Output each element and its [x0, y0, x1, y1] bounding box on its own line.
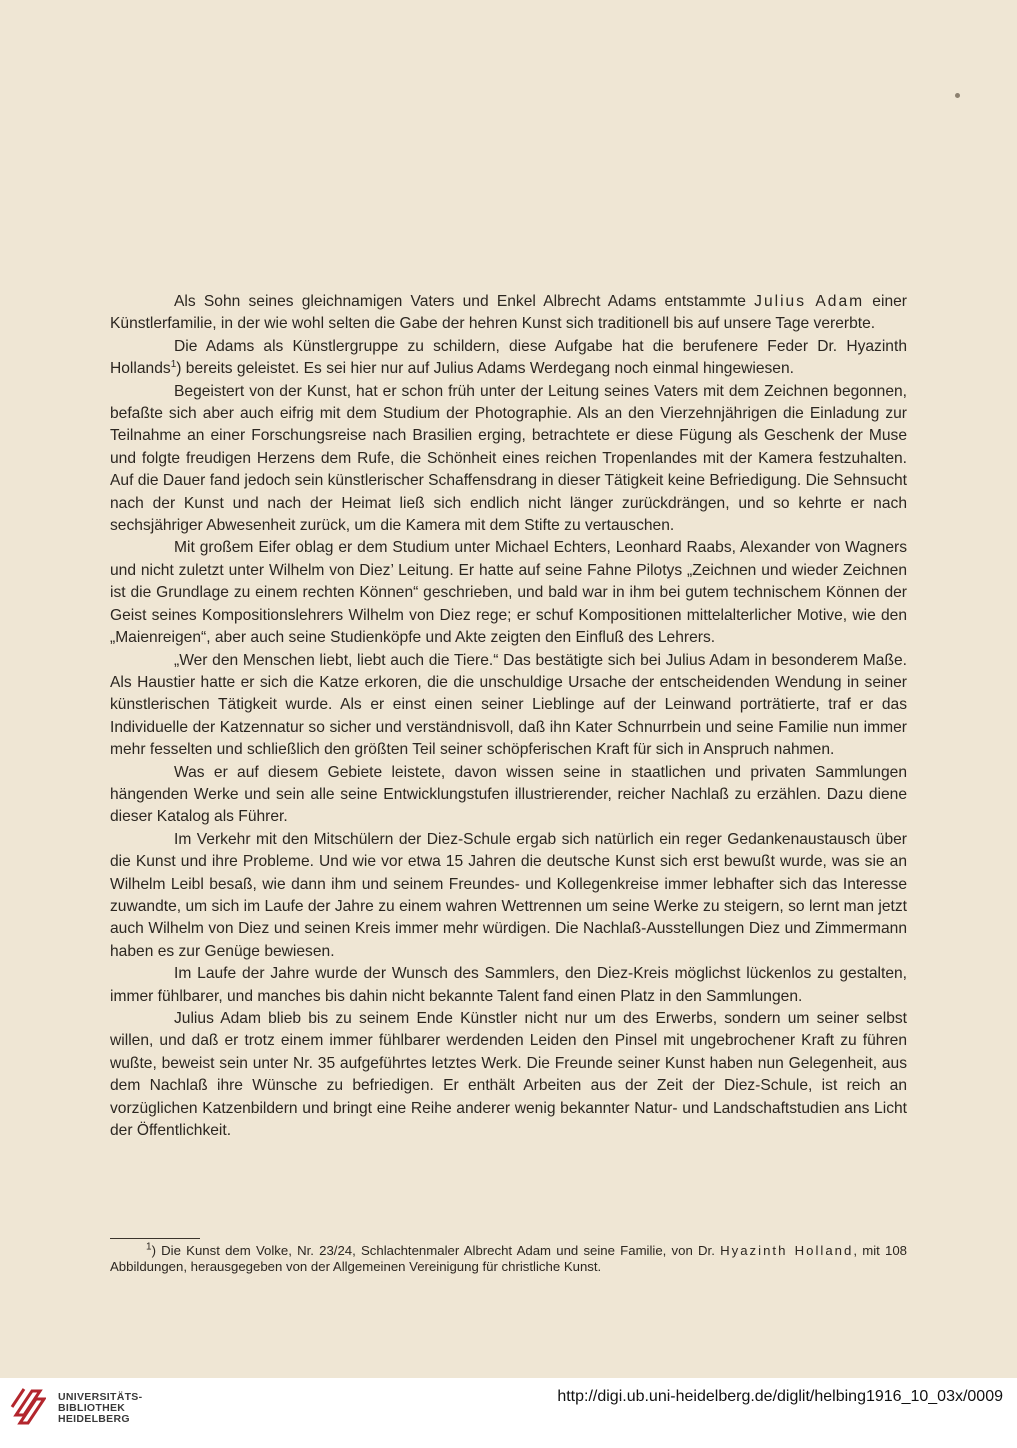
paragraph-8: Im Laufe der Jahre wurde der Wunsch des Sammlers, den Diez-Kreis möglichst lückenlos zu gestalten, immer fühlbarer, und manches bis dahin nicht bekannte Talent fand einen Platz in den Sammlungen. — [110, 965, 907, 1005]
paragraph-6: Was er auf diesem Gebiete leistete, davon wissen seine in staatlichen und privaten Sammlungen hängenden Werke und sein alle seine Entwicklungstufen illustrierender, reicher Nachlaß zu erzählen. Dazu diene dieser Katalog als Führer. — [110, 763, 907, 826]
footnote-reference: 1 — [170, 359, 177, 371]
paragraph-5: „Wer den Menschen liebt, liebt auch die Tiere.“ Das bestätigte sich bei Julius Adam in besonderem Maße. Als Haustier hatte er sich die Katze erkoren, die die unschuldige Ursache der entscheidenden Wendung in seiner künstlerischen Tätigkeit wurde. Als er einst einen seiner Lieblinge auf der Leinwand porträtierte, traf er das Individuelle der Katzennatur so sicher und verständnisvoll, daß ihn Kater Schnurrbein und seine Familie nun immer mehr fesselten und schließlich den größten Teil seiner schöpferischen Kraft für sich in Anspruch nahmen. — [110, 651, 907, 759]
paragraph-3: Begeistert von der Kunst, hat er schon früh unter der Leitung seines Vaters mit dem Zeichnen begonnen, befaßte sich aber auch eifrig mit dem Studium der Photographie. Als an den Vierzehnjährigen die Einladung zur Teilnahme an einer Forschungsreise nach Brasilien erging, betrachtete er diese Fügung als Geschenk der Muse und folgte freudigen Herzens dem Rufe, die Schönheit eines reichen Tropenlandes mit der Kamera festzuhalten. Auf die Dauer fand jedoch sein künstlerischer Schaffensdrang in dieser Tätigkeit keine Befriedigung. Die Sehnsucht nach der Kunst und nach der Heimat ließ sich endlich nicht länger zurückdrängen, und so kehrte er nach sechsjähriger Abwesenheit zurück, um die Kamera mit dem Stifte zu vertauschen. — [110, 382, 907, 535]
paragraph-2: Die Adams als Künstlergruppe zu schildern, diese Aufgabe hat die berufenere Feder Dr. Hyazinth Hollands$^1$) bereits geleistet. Es sei hier nur auf Julius Adams Werdegang noch einmal hingewiesen. — [110, 337, 907, 378]
library-logo-icon[interactable] — [10, 1385, 46, 1429]
main-text — [110, 291, 907, 1142]
paragraph-1: Als Sohn seines gleichnamigen Vaters und Enkel Albrecht Adams entstammte Julius Adam einer Künstlerfamilie, in der wie wohl selten die Gabe der hehren Kunst sich traditionell bis auf unsere Tage vererbte. — [110, 293, 907, 333]
footnote: $^1$) Die Kunst dem Volke, Nr. 23/24, Schlachtenmaler Albrecht Adam und seine Familie, von Dr. Hyazinth Holland, mit 108 Abbildungen, herausgegeben von der Allgemeinen Vereinigung für christliche Kunst. — [110, 1241, 908, 1274]
paper-speck — [955, 93, 960, 98]
paragraph-9: Julius Adam blieb bis zu seinem Ende Künstler nicht nur um des Erwerbs, sondern um seiner selbst willen, und daß er trotz einem immer fühlbarer werdenden Leiden den Pinsel mit ungebrochener Kraft zu führen wußte, beweist sein unter Nr. 35 aufgeführtes letztes Werk. Die Freunde seiner Kunst haben nun Gelegenheit, aus dem Nachlaß ihre Wünsche zu befriedigen. Er enthält Arbeiten aus der Zeit der Diez-Schule, ist reich an vorzüglichen Katzenbildern und bringt eine Reihe anderer wenig bekannter Natur- und Landschaftstudien ans Licht der Öffentlichkeit. — [110, 1010, 907, 1140]
library-name[interactable]: UNIVERSITÄTS- BIBLIOTHEK HEIDELBERG — [58, 1391, 143, 1425]
paragraph-4: Mit großem Eifer oblag er dem Studium unter Michael Echters, Leonhard Raabs, Alexander von Wagners und nicht zuletzt unter Wilhelm von Diez’ Leitung. Er hatte auf seine Fahne Pilotys „Zeichnen und wieder Zeichnen ist die Grundlage zu einem rechten Können“ geschrieben, und bald war in ihm bei gutem technischem Können der Geist seines Kompositionslehrers Wilhelm von Diez rege; er schuf Kompositionen mittelalterlicher Motive, wie den „Maienreigen“, aber auch seine Studienköpfe und Akte zeigten den Einfluß des Lehrers. — [110, 539, 907, 647]
spaced-name: Julius Adam — [754, 293, 865, 310]
paragraph-7: Im Verkehr mit den Mitschülern der Diez-Schule ergab sich natürlich ein reger Gedankenaustausch über die Kunst und ihre Probleme. Und wie vor etwa 15 Jahren die deutsche Kunst sich erst bewußt wurde, was sie an Wilhelm Leibl besaß, wie dann ihm und seinem Freundes- und Kollegenkreise immer lebhafter sich das Interesse zuwandte, um sich im Laufe der Jahre zu einem wahren Wettrennen um seine Werke zu steigern, so lernt man jetzt auch Wilhelm von Diez und seinen Kreis immer mehr würdigen. Die Nachlaß-Ausstellungen Diez und Zimmermann haben es zur Genüge bewiesen. — [110, 830, 907, 960]
footnote-divider — [110, 1238, 200, 1239]
permalink-url[interactable]: http://digi.ub.uni-heidelberg.de/diglit/helbing1916_10_03x/0009 — [557, 1388, 1003, 1405]
footnote-marker: 1 — [146, 1241, 152, 1253]
